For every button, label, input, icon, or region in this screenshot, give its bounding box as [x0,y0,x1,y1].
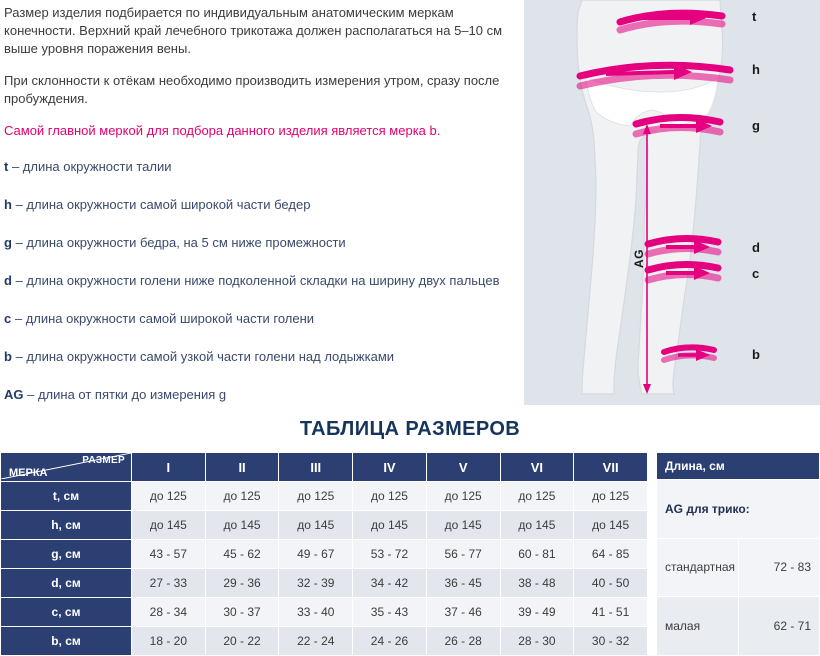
row-label-b: b, см [1,627,132,656]
cell-h-7: до 145 [574,511,648,540]
cell-h-5: до 145 [426,511,500,540]
cell-h-4: до 145 [353,511,427,540]
description-column [4,4,524,424]
illustration-label-t: t [752,9,757,24]
legend-text-ag: – длина от пятки до измерения g [23,387,227,402]
legend-text-t: – длина окружности талии [8,159,172,174]
row-label-d: d, см [1,569,132,598]
legend-text-b: – длина окружности самой узкой части голени над лодыжками [11,349,395,364]
cell-d-4: 34 - 42 [353,569,427,598]
cell-c-6: 39 - 49 [500,598,574,627]
legend-item-g [4,234,524,252]
illustration-label-g: g [752,118,760,133]
cell-b-7: 30 - 32 [574,627,648,656]
row-label-t: t, см [1,482,132,511]
column-header-3: III [279,453,353,482]
legend-key-h: h [4,197,12,212]
legend-item-t [4,158,524,176]
illustration-label-c: c [752,266,760,281]
length-row-standard [657,538,820,597]
table-row [1,482,648,511]
cell-t-5: до 125 [426,482,500,511]
column-header-6: VI [500,453,574,482]
length-value-standard: 72 - 83 [738,538,820,597]
corner-label-size: РАЗМЕР [82,455,125,466]
illustration-label-b: b [752,347,760,362]
column-header-7: VII [574,453,648,482]
legend-key-g: g [4,235,12,250]
legend-text-d: – длина окружности голени ниже подколенной складки на ширину двух пальцев [11,273,500,288]
legend-item-c [4,310,524,328]
column-header-5: V [426,453,500,482]
column-header-1: I [132,453,206,482]
cell-c-3: 33 - 40 [279,598,353,627]
table-row [1,511,648,540]
length-table [656,452,820,656]
cell-b-2: 20 - 22 [205,627,279,656]
intro-paragraph-2: При склонности к отёкам необходимо производить измерения утром, сразу после пробуждения. [4,73,500,106]
table-header-row [1,453,648,482]
cell-c-1: 28 - 34 [132,598,206,627]
cell-g-6: 60 - 81 [500,540,574,569]
cell-d-5: 36 - 45 [426,569,500,598]
page-title: ТАБЛИЦА РАЗМЕРОВ [299,418,521,440]
legend-key-t: t [4,159,9,174]
cell-d-6: 38 - 48 [500,569,574,598]
length-header-row [657,453,820,480]
cell-c-5: 37 - 46 [426,598,500,627]
row-label-h: h, см [1,511,132,540]
cell-b-1: 18 - 20 [132,627,206,656]
table-corner-cell [1,453,132,482]
length-subheader-row [657,480,820,539]
cell-g-7: 64 - 85 [574,540,648,569]
cell-b-5: 26 - 28 [426,627,500,656]
illustration-label-h: h [752,62,760,77]
cell-d-3: 32 - 39 [279,569,353,598]
cell-c-2: 30 - 37 [205,598,279,627]
corner-label-measure: МЕРКА [9,467,48,479]
cell-g-2: 45 - 62 [205,540,279,569]
length-name-small: малая [657,597,739,656]
legend-text-g: – длина окружности бедра, на 5 см ниже промежности [11,235,346,250]
legend-key-c: c [4,311,12,326]
cell-h-6: до 145 [500,511,574,540]
cell-c-7: 41 - 51 [574,598,648,627]
cell-c-4: 35 - 43 [353,598,427,627]
size-table [0,452,648,656]
cell-h-3: до 145 [279,511,353,540]
cell-d-7: 40 - 50 [574,569,648,598]
table-row [1,627,648,656]
measurement-illustration [524,0,820,405]
cell-t-1: до 125 [132,482,206,511]
cell-b-4: 24 - 26 [353,627,427,656]
intro-paragraph-1: Размер изделия подбирается по индивидуальным анатомическим меркам конечности. Верхний край лечебного трикотажа должен располагаться на 5–10 см выше уровня поражения вены. [4,5,503,56]
legend-item-d [4,272,524,290]
column-header-2: II [205,453,279,482]
cell-b-6: 28 - 30 [500,627,574,656]
cell-t-4: до 125 [353,482,427,511]
table-row [1,598,648,627]
cell-t-6: до 125 [500,482,574,511]
legend-key-ag: AG [4,387,24,402]
length-value-small: 62 - 71 [738,597,820,656]
table-row [1,540,648,569]
cell-t-3: до 125 [279,482,353,511]
tables-container [0,452,820,656]
cell-d-2: 29 - 36 [205,569,279,598]
cell-g-4: 53 - 72 [353,540,427,569]
legs-figure-svg [524,0,820,405]
length-name-standard: стандартная [657,538,739,597]
highlight-note: Самой главной меркой для подбора данного изделия является мерка b. [4,123,441,138]
legend-key-d: d [4,273,12,288]
legend-item-b [4,348,524,366]
legend-text-c: – длина окружности самой широкой части голени [11,311,315,326]
length-table-header: Длина, см [657,453,820,480]
cell-h-2: до 145 [205,511,279,540]
table-row [1,569,648,598]
cell-g-1: 43 - 57 [132,540,206,569]
length-row-small [657,597,820,656]
legend-item-h [4,196,524,214]
row-label-g: g, см [1,540,132,569]
cell-g-3: 49 - 67 [279,540,353,569]
length-subheader: AG для трико: [657,480,820,539]
legend-key-b: b [4,349,12,364]
cell-t-7: до 125 [574,482,648,511]
cell-g-5: 56 - 77 [426,540,500,569]
cell-t-2: до 125 [205,482,279,511]
cell-b-3: 22 - 24 [279,627,353,656]
cell-d-1: 27 - 33 [132,569,206,598]
body-silhouette [577,0,723,394]
cell-h-1: до 145 [132,511,206,540]
illustration-label-ag: AG [632,249,646,268]
column-header-4: IV [353,453,427,482]
illustration-label-d: d [752,240,760,255]
row-label-c: c, см [1,598,132,627]
legend-item-ag [4,386,524,404]
legend-text-h: – длина окружности самой широкой части бедер [11,197,311,212]
